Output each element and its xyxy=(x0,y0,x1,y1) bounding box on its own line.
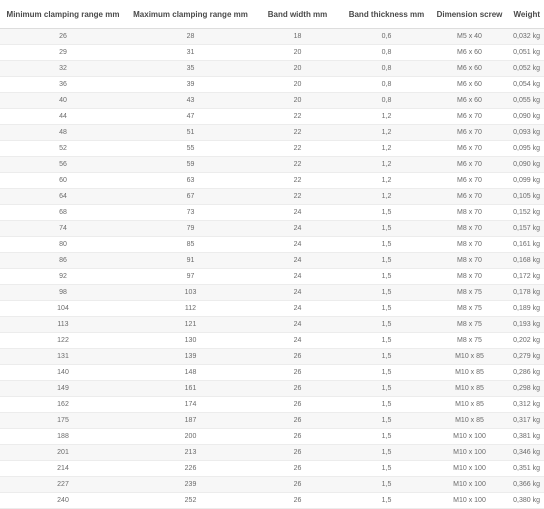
cell-min-clamping-range: 44 xyxy=(0,109,126,125)
cell-band-thickness: 1,5 xyxy=(340,493,433,509)
cell-band-thickness: 1,5 xyxy=(340,205,433,221)
cell-max-clamping-range: 73 xyxy=(126,205,255,221)
cell-band-thickness: 1,5 xyxy=(340,301,433,317)
table-row xyxy=(0,461,544,477)
cell-min-clamping-range: 80 xyxy=(0,237,126,253)
cell-band-width: 22 xyxy=(255,157,340,173)
table-row xyxy=(0,157,544,173)
cell-dimension-screw: M8 x 70 xyxy=(433,253,506,269)
cell-weight: 0,366 kg xyxy=(506,477,544,493)
table-row xyxy=(0,381,544,397)
cell-weight: 0,189 kg xyxy=(506,301,544,317)
cell-min-clamping-range: 131 xyxy=(0,349,126,365)
cell-band-width: 26 xyxy=(255,397,340,413)
cell-dimension-screw: M10 x 100 xyxy=(433,477,506,493)
table-row xyxy=(0,237,544,253)
cell-min-clamping-range: 32 xyxy=(0,61,126,77)
cell-min-clamping-range: 68 xyxy=(0,205,126,221)
cell-band-width: 26 xyxy=(255,349,340,365)
cell-max-clamping-range: 112 xyxy=(126,301,255,317)
cell-min-clamping-range: 122 xyxy=(0,333,126,349)
cell-band-thickness: 1,2 xyxy=(340,173,433,189)
cell-band-thickness: 1,5 xyxy=(340,461,433,477)
table-row xyxy=(0,269,544,285)
cell-weight: 0,298 kg xyxy=(506,381,544,397)
cell-weight: 0,168 kg xyxy=(506,253,544,269)
cell-band-width: 18 xyxy=(255,29,340,45)
cell-min-clamping-range: 40 xyxy=(0,93,126,109)
cell-band-width: 26 xyxy=(255,477,340,493)
cell-max-clamping-range: 55 xyxy=(126,141,255,157)
cell-weight: 0,157 kg xyxy=(506,221,544,237)
cell-dimension-screw: M8 x 70 xyxy=(433,205,506,221)
cell-weight: 0,099 kg xyxy=(506,173,544,189)
cell-band-thickness: 1,5 xyxy=(340,413,433,429)
cell-weight: 0,312 kg xyxy=(506,397,544,413)
cell-weight: 0,279 kg xyxy=(506,349,544,365)
table-row xyxy=(0,365,544,381)
cell-weight: 0,090 kg xyxy=(506,157,544,173)
cell-band-thickness: 1,5 xyxy=(340,285,433,301)
cell-dimension-screw: M10 x 100 xyxy=(433,429,506,445)
cell-band-width: 24 xyxy=(255,317,340,333)
cell-band-width: 26 xyxy=(255,461,340,477)
cell-band-thickness: 0,8 xyxy=(340,93,433,109)
cell-weight: 0,054 kg xyxy=(506,77,544,93)
cell-band-thickness: 1,2 xyxy=(340,157,433,173)
cell-min-clamping-range: 60 xyxy=(0,173,126,189)
cell-band-width: 26 xyxy=(255,365,340,381)
cell-max-clamping-range: 47 xyxy=(126,109,255,125)
cell-max-clamping-range: 97 xyxy=(126,269,255,285)
cell-band-width: 24 xyxy=(255,253,340,269)
cell-band-width: 26 xyxy=(255,429,340,445)
cell-band-width: 24 xyxy=(255,237,340,253)
cell-band-width: 20 xyxy=(255,61,340,77)
cell-band-width: 24 xyxy=(255,221,340,237)
cell-band-width: 22 xyxy=(255,141,340,157)
cell-dimension-screw: M10 x 85 xyxy=(433,397,506,413)
table-row xyxy=(0,397,544,413)
cell-max-clamping-range: 28 xyxy=(126,29,255,45)
cell-band-width: 26 xyxy=(255,493,340,509)
table-row xyxy=(0,493,544,509)
table-row xyxy=(0,173,544,189)
cell-min-clamping-range: 36 xyxy=(0,77,126,93)
cell-weight: 0,161 kg xyxy=(506,237,544,253)
cell-band-thickness: 1,2 xyxy=(340,125,433,141)
cell-band-width: 20 xyxy=(255,77,340,93)
cell-min-clamping-range: 104 xyxy=(0,301,126,317)
cell-band-thickness: 1,2 xyxy=(340,109,433,125)
cell-weight: 0,172 kg xyxy=(506,269,544,285)
cell-band-width: 20 xyxy=(255,45,340,61)
cell-weight: 0,152 kg xyxy=(506,205,544,221)
cell-max-clamping-range: 67 xyxy=(126,189,255,205)
cell-band-width: 22 xyxy=(255,189,340,205)
cell-band-thickness: 1,5 xyxy=(340,477,433,493)
cell-max-clamping-range: 130 xyxy=(126,333,255,349)
header-band-thickness: Band thickness mm xyxy=(340,0,433,29)
cell-max-clamping-range: 161 xyxy=(126,381,255,397)
cell-max-clamping-range: 213 xyxy=(126,445,255,461)
table-row xyxy=(0,253,544,269)
table-row xyxy=(0,77,544,93)
cell-min-clamping-range: 98 xyxy=(0,285,126,301)
cell-band-thickness: 1,5 xyxy=(340,365,433,381)
cell-dimension-screw: M8 x 75 xyxy=(433,317,506,333)
table-row xyxy=(0,125,544,141)
table-row xyxy=(0,189,544,205)
cell-band-thickness: 0,8 xyxy=(340,77,433,93)
cell-min-clamping-range: 64 xyxy=(0,189,126,205)
cell-max-clamping-range: 226 xyxy=(126,461,255,477)
cell-dimension-screw: M10 x 85 xyxy=(433,365,506,381)
cell-band-width: 26 xyxy=(255,445,340,461)
cell-weight: 0,193 kg xyxy=(506,317,544,333)
cell-dimension-screw: M10 x 100 xyxy=(433,493,506,509)
cell-band-thickness: 0,8 xyxy=(340,45,433,61)
cell-max-clamping-range: 85 xyxy=(126,237,255,253)
cell-min-clamping-range: 52 xyxy=(0,141,126,157)
table-row xyxy=(0,333,544,349)
cell-dimension-screw: M6 x 70 xyxy=(433,125,506,141)
cell-band-width: 24 xyxy=(255,301,340,317)
table-row xyxy=(0,205,544,221)
table-row xyxy=(0,45,544,61)
cell-min-clamping-range: 92 xyxy=(0,269,126,285)
table-row xyxy=(0,109,544,125)
cell-max-clamping-range: 63 xyxy=(126,173,255,189)
cell-min-clamping-range: 140 xyxy=(0,365,126,381)
cell-max-clamping-range: 252 xyxy=(126,493,255,509)
cell-weight: 0,090 kg xyxy=(506,109,544,125)
header-weight: Weight xyxy=(506,0,544,29)
cell-min-clamping-range: 175 xyxy=(0,413,126,429)
cell-max-clamping-range: 39 xyxy=(126,77,255,93)
table-body xyxy=(0,29,544,509)
table-header xyxy=(0,0,544,29)
cell-band-width: 26 xyxy=(255,413,340,429)
cell-dimension-screw: M6 x 60 xyxy=(433,61,506,77)
header-dimension-screw: Dimension screw xyxy=(433,0,506,29)
table-row xyxy=(0,141,544,157)
header-band-width: Band width mm xyxy=(255,0,340,29)
cell-dimension-screw: M8 x 70 xyxy=(433,269,506,285)
cell-max-clamping-range: 239 xyxy=(126,477,255,493)
cell-max-clamping-range: 148 xyxy=(126,365,255,381)
cell-band-width: 20 xyxy=(255,93,340,109)
table-row xyxy=(0,349,544,365)
cell-min-clamping-range: 201 xyxy=(0,445,126,461)
cell-dimension-screw: M8 x 75 xyxy=(433,285,506,301)
cell-weight: 0,346 kg xyxy=(506,445,544,461)
cell-band-thickness: 1,5 xyxy=(340,445,433,461)
cell-dimension-screw: M10 x 85 xyxy=(433,413,506,429)
cell-min-clamping-range: 48 xyxy=(0,125,126,141)
cell-weight: 0,317 kg xyxy=(506,413,544,429)
table-row xyxy=(0,93,544,109)
cell-max-clamping-range: 174 xyxy=(126,397,255,413)
table-row xyxy=(0,29,544,45)
cell-min-clamping-range: 56 xyxy=(0,157,126,173)
cell-dimension-screw: M10 x 85 xyxy=(433,381,506,397)
cell-band-thickness: 1,5 xyxy=(340,221,433,237)
cell-weight: 0,093 kg xyxy=(506,125,544,141)
cell-band-width: 24 xyxy=(255,333,340,349)
cell-dimension-screw: M10 x 100 xyxy=(433,445,506,461)
cell-weight: 0,052 kg xyxy=(506,61,544,77)
cell-dimension-screw: M6 x 60 xyxy=(433,93,506,109)
cell-band-width: 24 xyxy=(255,285,340,301)
header-max-clamping-range: Maximum clamping range mm xyxy=(126,0,255,29)
cell-band-thickness: 1,5 xyxy=(340,397,433,413)
cell-dimension-screw: M8 x 75 xyxy=(433,301,506,317)
cell-weight: 0,055 kg xyxy=(506,93,544,109)
cell-min-clamping-range: 240 xyxy=(0,493,126,509)
cell-band-thickness: 1,5 xyxy=(340,237,433,253)
cell-min-clamping-range: 162 xyxy=(0,397,126,413)
cell-dimension-screw: M8 x 75 xyxy=(433,333,506,349)
cell-band-thickness: 1,5 xyxy=(340,349,433,365)
cell-weight: 0,202 kg xyxy=(506,333,544,349)
cell-band-thickness: 1,5 xyxy=(340,333,433,349)
cell-band-thickness: 0,8 xyxy=(340,61,433,77)
cell-max-clamping-range: 59 xyxy=(126,157,255,173)
cell-weight: 0,286 kg xyxy=(506,365,544,381)
table-row xyxy=(0,61,544,77)
cell-dimension-screw: M5 x 40 xyxy=(433,29,506,45)
cell-min-clamping-range: 74 xyxy=(0,221,126,237)
cell-dimension-screw: M6 x 60 xyxy=(433,45,506,61)
table-row xyxy=(0,445,544,461)
header-min-clamping-range: Minimum clamping range mm xyxy=(0,0,126,29)
cell-max-clamping-range: 31 xyxy=(126,45,255,61)
cell-weight: 0,095 kg xyxy=(506,141,544,157)
table-row xyxy=(0,413,544,429)
cell-min-clamping-range: 188 xyxy=(0,429,126,445)
table-row xyxy=(0,301,544,317)
cell-dimension-screw: M10 x 85 xyxy=(433,349,506,365)
cell-dimension-screw: M6 x 70 xyxy=(433,141,506,157)
cell-weight: 0,351 kg xyxy=(506,461,544,477)
cell-band-thickness: 1,5 xyxy=(340,269,433,285)
cell-max-clamping-range: 121 xyxy=(126,317,255,333)
table-row xyxy=(0,317,544,333)
cell-weight: 0,381 kg xyxy=(506,429,544,445)
cell-weight: 0,178 kg xyxy=(506,285,544,301)
cell-band-thickness: 0,6 xyxy=(340,29,433,45)
cell-band-thickness: 1,5 xyxy=(340,381,433,397)
cell-band-width: 24 xyxy=(255,205,340,221)
cell-band-width: 22 xyxy=(255,109,340,125)
cell-max-clamping-range: 103 xyxy=(126,285,255,301)
cell-min-clamping-range: 26 xyxy=(0,29,126,45)
cell-weight: 0,032 kg xyxy=(506,29,544,45)
cell-weight: 0,380 kg xyxy=(506,493,544,509)
cell-max-clamping-range: 35 xyxy=(126,61,255,77)
cell-band-thickness: 1,5 xyxy=(340,253,433,269)
cell-dimension-screw: M6 x 70 xyxy=(433,109,506,125)
cell-dimension-screw: M6 x 70 xyxy=(433,189,506,205)
cell-dimension-screw: M6 x 60 xyxy=(433,77,506,93)
cell-weight: 0,051 kg xyxy=(506,45,544,61)
cell-min-clamping-range: 214 xyxy=(0,461,126,477)
cell-min-clamping-range: 227 xyxy=(0,477,126,493)
cell-min-clamping-range: 29 xyxy=(0,45,126,61)
cell-dimension-screw: M6 x 70 xyxy=(433,173,506,189)
cell-band-width: 22 xyxy=(255,125,340,141)
cell-max-clamping-range: 187 xyxy=(126,413,255,429)
cell-weight: 0,105 kg xyxy=(506,189,544,205)
cell-max-clamping-range: 200 xyxy=(126,429,255,445)
cell-dimension-screw: M8 x 70 xyxy=(433,221,506,237)
cell-band-thickness: 1,2 xyxy=(340,141,433,157)
table-row xyxy=(0,221,544,237)
cell-min-clamping-range: 113 xyxy=(0,317,126,333)
cell-band-thickness: 1,5 xyxy=(340,429,433,445)
cell-band-thickness: 1,5 xyxy=(340,317,433,333)
cell-dimension-screw: M10 x 100 xyxy=(433,461,506,477)
cell-min-clamping-range: 149 xyxy=(0,381,126,397)
table-row xyxy=(0,477,544,493)
table-row xyxy=(0,429,544,445)
cell-band-thickness: 1,2 xyxy=(340,189,433,205)
cell-max-clamping-range: 139 xyxy=(126,349,255,365)
header-row xyxy=(0,0,544,29)
cell-max-clamping-range: 79 xyxy=(126,221,255,237)
cell-band-width: 22 xyxy=(255,173,340,189)
cell-band-width: 24 xyxy=(255,269,340,285)
cell-max-clamping-range: 51 xyxy=(126,125,255,141)
cell-min-clamping-range: 86 xyxy=(0,253,126,269)
cell-dimension-screw: M6 x 70 xyxy=(433,157,506,173)
cell-dimension-screw: M8 x 70 xyxy=(433,237,506,253)
cell-max-clamping-range: 91 xyxy=(126,253,255,269)
table-row xyxy=(0,285,544,301)
cell-max-clamping-range: 43 xyxy=(126,93,255,109)
cell-band-width: 26 xyxy=(255,381,340,397)
